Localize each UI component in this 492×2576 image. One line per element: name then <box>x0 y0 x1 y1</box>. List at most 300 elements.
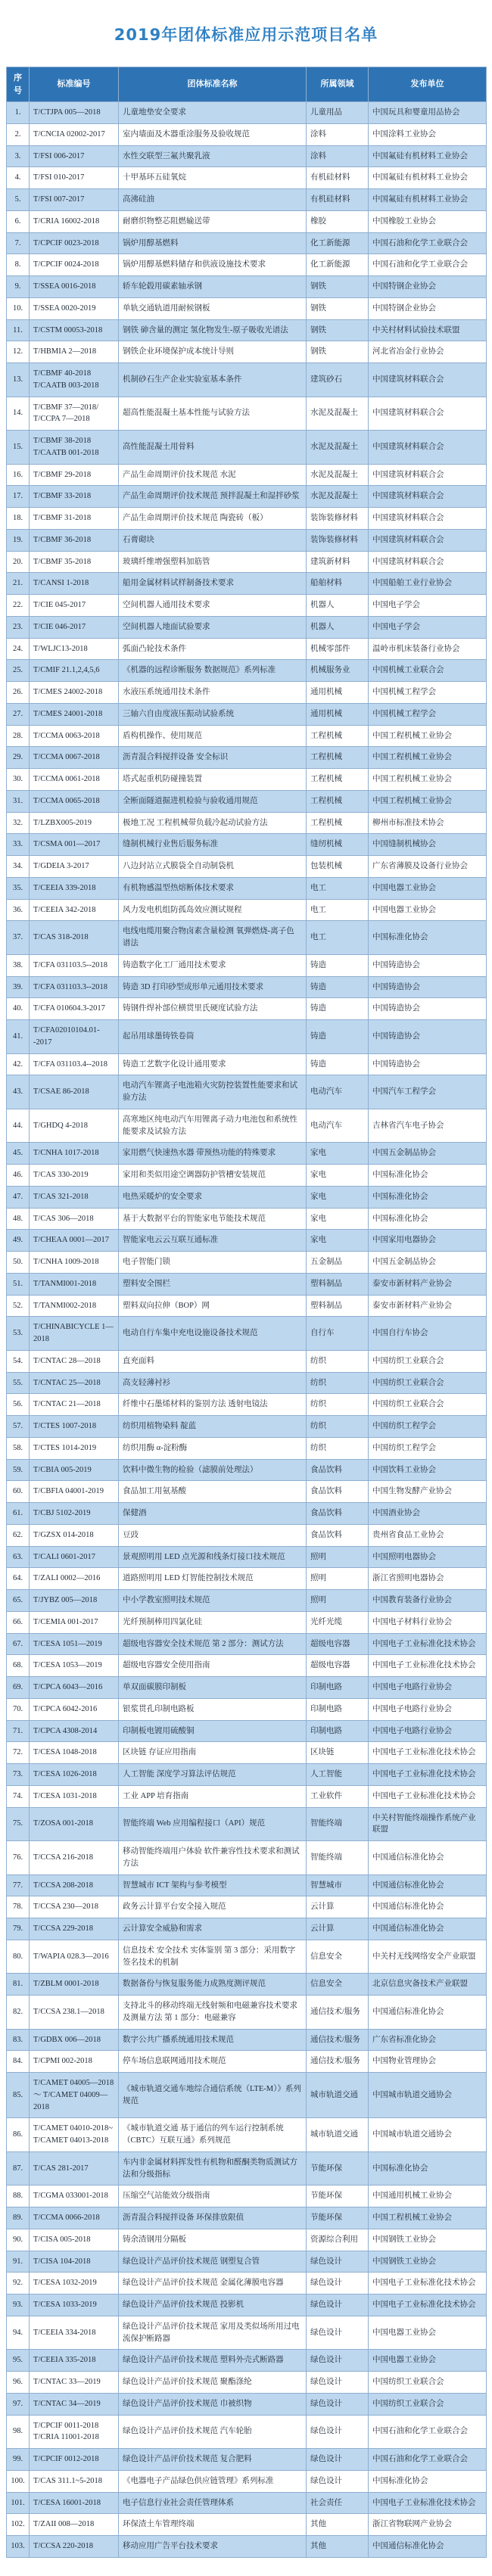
cell-standard-no: T/CSMA 001—2017 <box>30 834 119 856</box>
cell-field: 通用机械 <box>307 682 369 704</box>
table-row <box>7 812 487 834</box>
cell-standard-name: 十甲基环五硅氧烷 <box>119 167 307 189</box>
cell-seq: 64. <box>7 1568 30 1590</box>
cell-seq: 79. <box>7 1918 30 1940</box>
cell-publisher: 中国生物发酵产业协会 <box>369 1481 487 1503</box>
cell-publisher: 中国电子电路行业协会 <box>369 1698 487 1720</box>
table-row <box>7 1677 487 1699</box>
cell-standard-name: 单双面碳膜印制板 <box>119 1677 307 1699</box>
cell-seq: 8. <box>7 254 30 276</box>
cell-publisher: 中国工程机械工业协会 <box>369 747 487 769</box>
cell-seq: 18. <box>7 508 30 530</box>
table-row <box>7 1394 487 1416</box>
cell-seq: 74. <box>7 1785 30 1807</box>
cell-field: 家电 <box>307 1165 369 1187</box>
table-row <box>7 2536 487 2558</box>
cell-seq: 93. <box>7 2294 30 2316</box>
cell-publisher: 中国家用电器协会 <box>369 1230 487 1252</box>
table-row <box>7 1350 487 1372</box>
cell-field: 铸造 <box>307 976 369 998</box>
cell-standard-no: T/CMES 24001-2018 <box>30 703 119 725</box>
cell-field: 橡胶 <box>307 210 369 232</box>
cell-field: 绿色设计 <box>307 2251 369 2273</box>
table-row <box>7 1109 487 1143</box>
cell-standard-name: 《机器的远程诊断服务 数据规范》系列标准 <box>119 660 307 682</box>
cell-publisher: 中国电子工业标准化技术协会 <box>369 1764 487 1786</box>
cell-publisher: 中国钢铁工业协会 <box>369 2251 487 2273</box>
cell-publisher: 中国电子电路行业协会 <box>369 1720 487 1742</box>
table-row <box>7 232 487 254</box>
cell-standard-name: 移动应用广告平台技术要求 <box>119 2536 307 2558</box>
cell-standard-no: T/CCMA 0065-2018 <box>30 790 119 812</box>
cell-publisher: 中国电器工业协会 <box>369 877 487 899</box>
table-row <box>7 486 487 508</box>
table-row <box>7 363 487 397</box>
cell-field: 资源综合利用 <box>307 2229 369 2251</box>
table-row <box>7 1230 487 1252</box>
cell-seq: 102. <box>7 2514 30 2536</box>
cell-standard-no: T/ZOSA 001-2018 <box>30 1807 119 1841</box>
cell-standard-no: T/CESA 16001-2018 <box>30 2492 119 2514</box>
cell-standard-no: T/CIE 045-2017 <box>30 595 119 617</box>
cell-field: 包装机械 <box>307 856 369 878</box>
cell-field: 水泥及混凝土 <box>307 397 369 431</box>
cell-seq: 19. <box>7 529 30 551</box>
cell-field: 智能终端 <box>307 1807 369 1841</box>
cell-standard-name: 智慧城市 ICT 架构与参考模型 <box>119 1874 307 1896</box>
table-row <box>7 856 487 878</box>
cell-standard-name: 沥青混合料搅拌设备 安全标识 <box>119 747 307 769</box>
cell-publisher: 中国标准化协会 <box>369 1186 487 1208</box>
cell-standard-name: 塑料安全围栏 <box>119 1273 307 1295</box>
cell-seq: 46. <box>7 1165 30 1187</box>
table-row <box>7 1459 487 1481</box>
cell-standard-no: T/CCSA 208-2018 <box>30 1874 119 1896</box>
cell-standard-no: T/CRIA 16002-2018 <box>30 210 119 232</box>
cell-standard-name: 压缩空气站能效分级指南 <box>119 2186 307 2207</box>
table-row <box>7 1896 487 1918</box>
cell-seq: 6. <box>7 210 30 232</box>
cell-field: 节能环保 <box>307 2186 369 2207</box>
cell-field: 有机硅材料 <box>307 167 369 189</box>
table-row <box>7 1273 487 1295</box>
cell-standard-name: 空间机器人通用技术要求 <box>119 595 307 617</box>
cell-standard-name: 盾构机操作、使用规范 <box>119 725 307 747</box>
cell-field: 纺织 <box>307 1416 369 1438</box>
cell-field: 家电 <box>307 1186 369 1208</box>
cell-standard-no: T/CAS 318-2018 <box>30 921 119 955</box>
cell-standard-name: 三轴六自由度液压振动试验系统 <box>119 703 307 725</box>
cell-field: 照明 <box>307 1590 369 1612</box>
cell-seq: 70. <box>7 1698 30 1720</box>
cell-standard-no: T/CCMA 0066-2018 <box>30 2207 119 2229</box>
column-header-standard-name: 团体标准名称 <box>119 67 307 102</box>
cell-standard-no: T/WLJC13-2018 <box>30 638 119 660</box>
cell-standard-name: 水性交联型三氟共聚乳液 <box>119 145 307 167</box>
cell-field: 自行车 <box>307 1317 369 1351</box>
cell-standard-no: T/CPCIF 0012-2018 <box>30 2449 119 2471</box>
cell-publisher: 中国纺织工业联合会 <box>369 1394 487 1416</box>
cell-publisher: 中国铸造协会 <box>369 1053 487 1075</box>
cell-publisher: 中国标准化协会 <box>369 1165 487 1187</box>
cell-standard-no: T/CBMF 35-2018 <box>30 551 119 573</box>
cell-publisher: 中国建筑材料联合会 <box>369 431 487 465</box>
cell-standard-no: T/CFA 010604.3-2017 <box>30 998 119 1020</box>
cell-field: 涂料 <box>307 145 369 167</box>
cell-standard-name: 《城市轨道交通车地综合通信系统（LTE-M）》系列规范 <box>119 2073 307 2118</box>
table-row <box>7 1503 487 1525</box>
cell-standard-no: T/SSEA 0020-2019 <box>30 297 119 319</box>
table-row <box>7 2073 487 2118</box>
cell-seq: 96. <box>7 2372 30 2394</box>
cell-field: 食品饮料 <box>307 1524 369 1546</box>
cell-publisher: 中国电子工业标准化技术协会 <box>369 1785 487 1807</box>
cell-publisher: 吉林省汽车电子协会 <box>369 1109 487 1143</box>
cell-field: 绿色设计 <box>307 2273 369 2294</box>
cell-field: 塑料制品 <box>307 1273 369 1295</box>
cell-publisher: 中国五金制品协会 <box>369 1143 487 1165</box>
cell-seq: 71. <box>7 1720 30 1742</box>
cell-seq: 53. <box>7 1317 30 1351</box>
cell-seq: 94. <box>7 2316 30 2350</box>
cell-field: 水泥及混凝土 <box>307 431 369 465</box>
cell-standard-no: T/CPCA 6042-2016 <box>30 1698 119 1720</box>
cell-publisher: 中国涂料工业协会 <box>369 123 487 145</box>
cell-seq: 5. <box>7 189 30 211</box>
table-row <box>7 1698 487 1720</box>
standards-table-body <box>7 102 487 2558</box>
table-row <box>7 167 487 189</box>
cell-seq: 100. <box>7 2470 30 2492</box>
table-row <box>7 102 487 124</box>
cell-standard-name: 光纤预制棒用四氯化硅 <box>119 1611 307 1633</box>
cell-field: 信息安全 <box>307 1974 369 1996</box>
cell-field: 家电 <box>307 1208 369 1230</box>
cell-seq: 15. <box>7 431 30 465</box>
cell-seq: 4. <box>7 167 30 189</box>
table-row <box>7 769 487 791</box>
cell-standard-no: T/CFA 031103.5--2018 <box>30 954 119 976</box>
cell-standard-no: T/TANMI001-2018 <box>30 1273 119 1295</box>
cell-standard-no: T/CESA 1053—2019 <box>30 1655 119 1677</box>
cell-seq: 83. <box>7 2029 30 2051</box>
table-row <box>7 464 487 486</box>
cell-publisher: 中国城市轨道交通协会 <box>369 2073 487 2118</box>
cell-standard-name: 钢铁企业环境保护成本统计导则 <box>119 341 307 363</box>
cell-seq: 65. <box>7 1590 30 1612</box>
cell-field: 绿色设计 <box>307 2415 369 2449</box>
cell-standard-name: 产品生命周期评价技术规范 水泥 <box>119 464 307 486</box>
cell-standard-name: 超高性能混凝土基本性能与试验方法 <box>119 397 307 431</box>
cell-seq: 47. <box>7 1186 30 1208</box>
cell-standard-name: 电线电缆用聚合物卤素含量检测 氧弹燃烧-离子色谱法 <box>119 921 307 955</box>
cell-standard-name: 锅炉用醇基燃料储存和供液设施技术要求 <box>119 254 307 276</box>
table-row <box>7 1918 487 1940</box>
cell-publisher: 中国特钢企业协会 <box>369 297 487 319</box>
cell-seq: 90. <box>7 2229 30 2251</box>
cell-seq: 87. <box>7 2151 30 2186</box>
table-row <box>7 1785 487 1807</box>
table-row <box>7 2492 487 2514</box>
cell-publisher: 中国氟硅有机材料工业协会 <box>369 145 487 167</box>
cell-seq: 38. <box>7 954 30 976</box>
cell-publisher: 中国纺织工程学会 <box>369 1437 487 1459</box>
cell-standard-name: 铸造工艺数字化设计通用要求 <box>119 1053 307 1075</box>
cell-standard-name: 停车场信息联网通用技术规范 <box>119 2051 307 2073</box>
cell-publisher: 中国纺织工业联合会 <box>369 1350 487 1372</box>
cell-standard-name: 绿色设计产品评价技术规范 塑料外壳式断路器 <box>119 2350 307 2372</box>
cell-standard-no: T/FSI 007-2017 <box>30 189 119 211</box>
cell-standard-name: 基于大数据平台的智能家电节能技术规范 <box>119 1208 307 1230</box>
cell-standard-no: T/CPCA 4308-2014 <box>30 1720 119 1742</box>
cell-seq: 68. <box>7 1655 30 1677</box>
cell-publisher: 中国橡胶工业协会 <box>369 210 487 232</box>
cell-standard-name: 八边封站立式膜袋全自动制袋机 <box>119 856 307 878</box>
cell-standard-name: 锅炉用醇基燃料 <box>119 232 307 254</box>
cell-publisher: 中国电子工业标准化技术协会 <box>369 1742 487 1764</box>
cell-seq: 43. <box>7 1075 30 1109</box>
cell-seq: 84. <box>7 2051 30 2073</box>
cell-standard-name: 移动智能终端用户体验 软件兼容性技术要求和测试方法 <box>119 1841 307 1875</box>
table-row <box>7 341 487 363</box>
cell-seq: 25. <box>7 660 30 682</box>
cell-standard-no: T/CAMET 04005—2018～ T/CAMET 04009—2018 <box>30 2073 119 2118</box>
cell-standard-name: 银浆贯孔印制电路板 <box>119 1698 307 1720</box>
cell-seq: 48. <box>7 1208 30 1230</box>
cell-standard-name: 铸造数字化工厂通用技术要求 <box>119 954 307 976</box>
cell-standard-no: T/CPCIF 0011-2018 T/CRIA 11001-2018 <box>30 2415 119 2449</box>
cell-standard-name: 保健酒 <box>119 1503 307 1525</box>
cell-standard-name: 电子智能门锁 <box>119 1252 307 1274</box>
cell-field: 钢铁 <box>307 341 369 363</box>
table-row <box>7 2118 487 2152</box>
cell-field: 云计算 <box>307 1918 369 1940</box>
cell-seq: 50. <box>7 1252 30 1274</box>
table-row <box>7 573 487 595</box>
cell-standard-name: 超级电容器安全使用指南 <box>119 1655 307 1677</box>
cell-publisher: 中国建筑材料联合会 <box>369 551 487 573</box>
cell-standard-no: T/WAPIA 028.3—2016 <box>30 1940 119 1974</box>
cell-standard-no: T/LZBX005-2019 <box>30 812 119 834</box>
table-row <box>7 703 487 725</box>
cell-standard-no: T/CAMET 04010-2018~ T/CAMET 04013-2018 <box>30 2118 119 2152</box>
cell-standard-no: T/CCMA 0067-2018 <box>30 747 119 769</box>
cell-standard-name: 景观照明用 LED 点光源和线条灯接口技术规范 <box>119 1546 307 1568</box>
cell-standard-no: T/CNCIA 02002-2017 <box>30 123 119 145</box>
cell-publisher: 中国电子材料行业协会 <box>369 1611 487 1633</box>
cell-field: 照明 <box>307 1546 369 1568</box>
cell-seq: 30. <box>7 769 30 791</box>
cell-standard-name: 电子信息行业社会责任管理体系 <box>119 2492 307 2514</box>
cell-seq: 78. <box>7 1896 30 1918</box>
cell-standard-no: T/CMIF 21.1,2,4,5,6 <box>30 660 119 682</box>
cell-standard-no: T/GZSX 014-2018 <box>30 1524 119 1546</box>
cell-standard-name: 高性能混凝土用骨料 <box>119 431 307 465</box>
cell-standard-name: 食品加工用氨基酸 <box>119 1481 307 1503</box>
cell-seq: 42. <box>7 1053 30 1075</box>
cell-standard-no: T/CPCIF 0024-2018 <box>30 254 119 276</box>
cell-standard-no: T/CESA 1031-2018 <box>30 1785 119 1807</box>
cell-publisher: 中国建筑材料联合会 <box>369 363 487 397</box>
cell-seq: 57. <box>7 1416 30 1438</box>
cell-seq: 11. <box>7 319 30 341</box>
cell-publisher: 中国玩具和婴童用品协会 <box>369 102 487 124</box>
cell-field: 钢铁 <box>307 297 369 319</box>
cell-standard-no: T/CFA 031103.4--2018 <box>30 1053 119 1075</box>
cell-standard-name: 电热采暖炉的安全要求 <box>119 1186 307 1208</box>
cell-publisher: 中国工程机械工业协会 <box>369 790 487 812</box>
cell-publisher: 中国石油和化学工业联合会 <box>369 232 487 254</box>
cell-publisher: 中国教育装备行业协会 <box>369 1590 487 1612</box>
cell-field: 电工 <box>307 899 369 921</box>
cell-publisher: 北京信息灾备技术产业联盟 <box>369 1974 487 1996</box>
table-row <box>7 1524 487 1546</box>
cell-standard-no: T/FSI 010-2017 <box>30 167 119 189</box>
cell-field: 塑料制品 <box>307 1295 369 1317</box>
cell-publisher: 中国石油和化学工业联合会 <box>369 254 487 276</box>
table-row <box>7 1633 487 1655</box>
cell-publisher: 中国机械工业联合会 <box>369 660 487 682</box>
cell-standard-no: T/CGMA 033001-2018 <box>30 2186 119 2207</box>
cell-standard-no: T/CNTAC 34—2019 <box>30 2393 119 2415</box>
cell-standard-no: T/CISA 005-2018 <box>30 2229 119 2251</box>
table-row <box>7 2514 487 2536</box>
page-title: 2019年团体标准应用示范项目名单 <box>114 26 378 44</box>
cell-field: 钢铁 <box>307 319 369 341</box>
cell-publisher: 中关村智能终端操作系统产业联盟 <box>369 1807 487 1841</box>
cell-publisher: 中国通信标准化协会 <box>369 1896 487 1918</box>
cell-standard-no: T/TANMI002-2018 <box>30 1295 119 1317</box>
cell-standard-name: 玻璃纤维增强塑料加筋管 <box>119 551 307 573</box>
cell-publisher: 中国铸造协会 <box>369 1020 487 1054</box>
cell-standard-no: T/CCSA 220-2018 <box>30 2536 119 2558</box>
cell-publisher: 中国工程机械工业协会 <box>369 2207 487 2229</box>
cell-standard-no: T/CEEIA 334-2018 <box>30 2316 119 2350</box>
cell-standard-name: 绿色设计产品评价技术规范 复合肥料 <box>119 2449 307 2471</box>
cell-publisher: 中国铸造协会 <box>369 998 487 1020</box>
cell-seq: 99. <box>7 2449 30 2471</box>
cell-field: 社会责任 <box>307 2492 369 2514</box>
table-row <box>7 1186 487 1208</box>
table-row <box>7 1053 487 1075</box>
cell-seq: 32. <box>7 812 30 834</box>
cell-standard-no: T/CTJPA 005—2018 <box>30 102 119 124</box>
cell-publisher: 中国电子学会 <box>369 595 487 617</box>
cell-standard-no: T/ZAII 008—2018 <box>30 2514 119 2536</box>
cell-standard-name: 纤维中石墨烯材料的鉴别方法 透射电镜法 <box>119 1394 307 1416</box>
cell-standard-no: T/GDEIA 3-2017 <box>30 856 119 878</box>
cell-seq: 81. <box>7 1974 30 1996</box>
cell-seq: 77. <box>7 1874 30 1896</box>
cell-seq: 24. <box>7 638 30 660</box>
cell-publisher: 中国标准化协会 <box>369 921 487 955</box>
cell-publisher: 中国标准化协会 <box>369 1208 487 1230</box>
cell-standard-name: 绿色设计产品评价技术规范 金属化薄膜电容器 <box>119 2273 307 2294</box>
standards-table <box>6 67 487 2558</box>
cell-standard-no: T/CNTAC 28—2018 <box>30 1350 119 1372</box>
cell-publisher: 中国电子工业标准化技术协会 <box>369 1655 487 1677</box>
cell-publisher: 中国建筑材料联合会 <box>369 529 487 551</box>
cell-standard-name: 高沸硅油 <box>119 189 307 211</box>
table-row <box>7 1611 487 1633</box>
cell-publisher: 河北省冶金行业协会 <box>369 341 487 363</box>
table-row <box>7 2251 487 2273</box>
table-row <box>7 1020 487 1054</box>
cell-standard-name: 钢铁 砷含量的测定 氢化物发生-原子吸收光谱法 <box>119 319 307 341</box>
cell-publisher: 中国纺织工业联合会 <box>369 2372 487 2394</box>
cell-publisher: 中国通信标准化协会 <box>369 1918 487 1940</box>
cell-publisher: 中国机械工程学会 <box>369 703 487 725</box>
cell-field: 机器人 <box>307 616 369 638</box>
cell-publisher: 中国五金制品协会 <box>369 1252 487 1274</box>
cell-publisher: 中国通信标准化协会 <box>369 2536 487 2558</box>
table-row <box>7 2207 487 2229</box>
cell-seq: 33. <box>7 834 30 856</box>
cell-seq: 103. <box>7 2536 30 2558</box>
cell-standard-name: 全断面隧道掘进机检验与验收通用规范 <box>119 790 307 812</box>
cell-standard-no: T/CEEIA 335-2018 <box>30 2350 119 2372</box>
cell-publisher: 中关村无线网络安全产业联盟 <box>369 1940 487 1974</box>
cell-standard-no: T/CBMF 31-2018 <box>30 508 119 530</box>
cell-standard-name: 智能家电云云互联互通标准 <box>119 1230 307 1252</box>
cell-publisher: 中国建筑材料联合会 <box>369 508 487 530</box>
cell-seq: 1. <box>7 102 30 124</box>
table-row <box>7 1481 487 1503</box>
cell-field: 钢铁 <box>307 276 369 298</box>
cell-seq: 27. <box>7 703 30 725</box>
cell-standard-no: T/CANSI 1-2018 <box>30 573 119 595</box>
cell-field: 工程机械 <box>307 725 369 747</box>
cell-standard-name: 支持北斗的移动终端无线射频和电磁兼容技术要求及测量方法 第 1 部分：电磁兼容 <box>119 1996 307 2030</box>
cell-field: 智能终端 <box>307 1841 369 1875</box>
table-row <box>7 1208 487 1230</box>
cell-seq: 60. <box>7 1481 30 1503</box>
column-header-field: 所属领域 <box>307 67 369 102</box>
cell-field: 绿色设计 <box>307 2393 369 2415</box>
column-header-publisher: 发布单位 <box>369 67 487 102</box>
table-row <box>7 2372 487 2394</box>
cell-field: 电动汽车 <box>307 1109 369 1143</box>
cell-standard-no: T/CAS 321-2018 <box>30 1186 119 1208</box>
cell-field: 机械服务业 <box>307 660 369 682</box>
table-row <box>7 2029 487 2051</box>
cell-seq: 58. <box>7 1437 30 1459</box>
cell-field: 装饰装修材料 <box>307 529 369 551</box>
table-row <box>7 1940 487 1974</box>
cell-standard-no: T/CBIA 005-2019 <box>30 1459 119 1481</box>
cell-standard-name: 环保渣土车管理终端 <box>119 2514 307 2536</box>
cell-standard-no: T/CFA02010104.01--2017 <box>30 1020 119 1054</box>
cell-seq: 75. <box>7 1807 30 1841</box>
cell-standard-name: 船用金属材料试样制备技术要求 <box>119 573 307 595</box>
cell-seq: 89. <box>7 2207 30 2229</box>
cell-publisher: 中国通信标准化协会 <box>369 1841 487 1875</box>
cell-seq: 69. <box>7 1677 30 1699</box>
cell-field: 云计算 <box>307 1896 369 1918</box>
cell-seq: 91. <box>7 2251 30 2273</box>
cell-field: 船舶材料 <box>307 573 369 595</box>
cell-standard-no: T/CAS 306—2018 <box>30 1208 119 1230</box>
cell-publisher: 广东省标准化协会 <box>369 2029 487 2051</box>
cell-field: 通信技术/服务 <box>307 2051 369 2073</box>
cell-seq: 20. <box>7 551 30 573</box>
table-row <box>7 1764 487 1786</box>
cell-publisher: 中国特钢企业协会 <box>369 276 487 298</box>
cell-seq: 21. <box>7 573 30 595</box>
cell-field: 缝纫机械 <box>307 834 369 856</box>
cell-seq: 86. <box>7 2118 30 2152</box>
cell-seq: 13. <box>7 363 30 397</box>
